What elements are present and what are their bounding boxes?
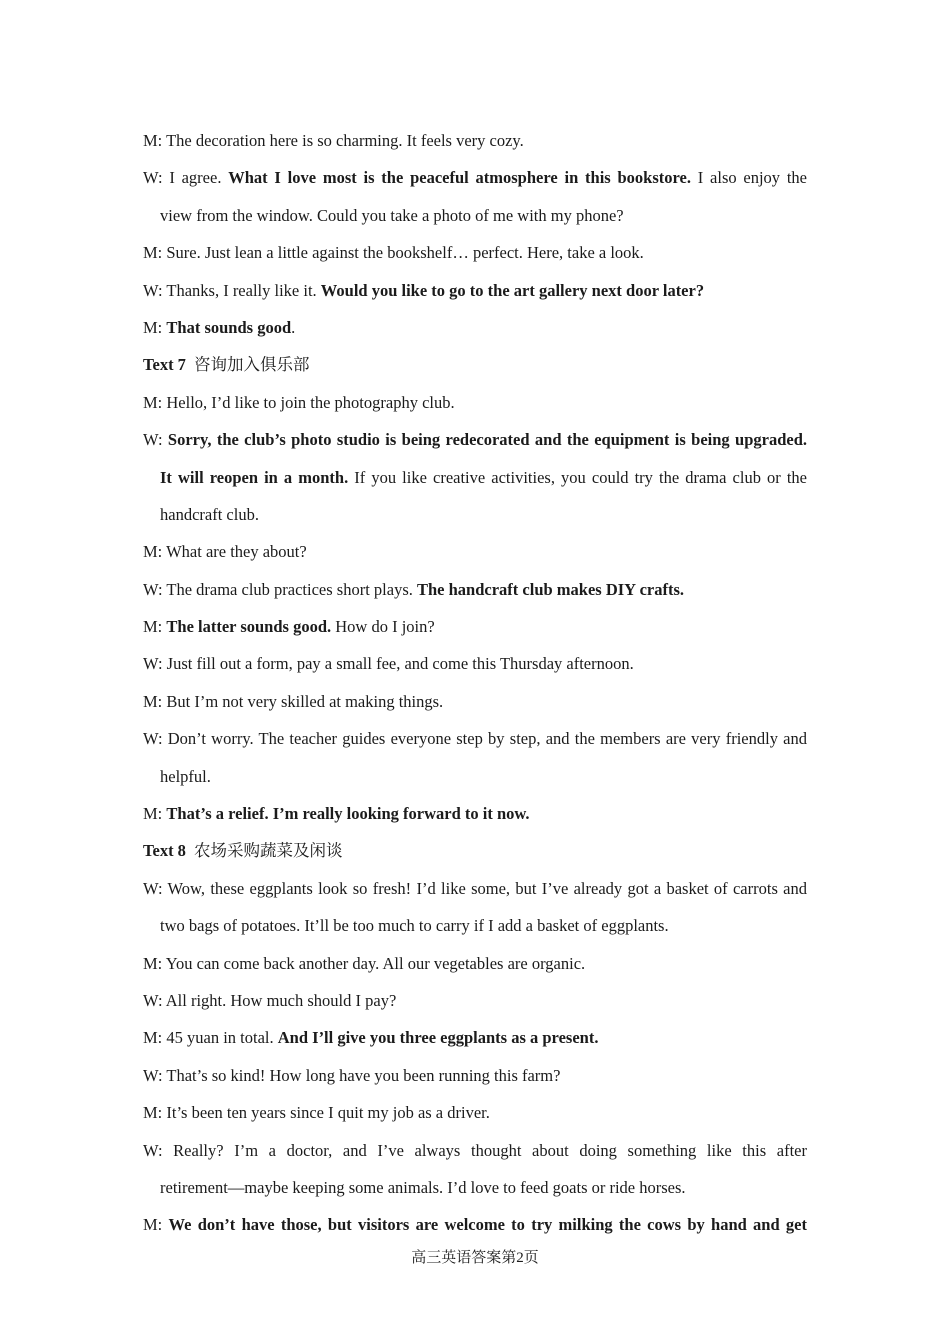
answer-highlight: What I love most is the peaceful atmosphere in this bookstore.: [228, 168, 691, 188]
answer-highlight: And I’ll give you three eggplants as a present.: [277, 1028, 599, 1048]
dialogue-text: M: What are they about?: [143, 542, 307, 562]
answer-highlight: The handcraft club makes DIY crafts.: [417, 579, 685, 599]
dialogue-line: [143, 1206, 807, 1243]
dialogue-text: M:: [143, 1215, 169, 1235]
dialogue-text: W: Just fill out a form, pay a small fee, and come this Thursday afternoon.: [143, 654, 634, 674]
section-title: 咨询加入俱乐部: [193, 355, 310, 375]
dialogue-line: [143, 907, 807, 944]
dialogue-text: M: Hello, I’d like to join the photography club.: [143, 392, 455, 412]
dialogue-text: M: The decoration here is so charming. It feels very cozy.: [143, 131, 524, 150]
answer-highlight: That sounds good: [166, 317, 292, 337]
dialogue-line: [143, 1057, 807, 1094]
dialogue-line: [143, 945, 807, 982]
dialogue-line: [143, 1132, 807, 1169]
dialogue-line: [143, 645, 807, 682]
dialogue-text: M: 45 yuan in total.: [143, 1028, 278, 1048]
answer-highlight: That’s a relief. I’m really looking forward to it now.: [166, 804, 530, 824]
dialogue-text: W: Don’t worry. The teacher guides everyone step by step, and the members are very friendly and: [143, 729, 807, 749]
dialogue-line: [143, 870, 807, 907]
dialogue-text: M: But I’m not very skilled at making things.: [143, 691, 444, 711]
dialogue-text: W: Wow, these eggplants look so fresh! I’d like some, but I’ve already got a basket of carrots and: [143, 878, 807, 898]
dialogue-line: [143, 272, 807, 309]
dialogue-text: view from the window. Could you take a photo of me with my phone?: [160, 205, 624, 225]
dialogue-text: W: That’s so kind! How long have you been running this farm?: [143, 1065, 561, 1085]
dialogue-line: [143, 982, 807, 1019]
dialogue-text: W: All right. How much should I pay?: [143, 990, 397, 1010]
dialogue-line: [143, 234, 807, 271]
dialogue-text: M:: [143, 317, 167, 337]
dialogue-line: [143, 758, 807, 795]
dialogue-line: [143, 384, 807, 421]
dialogue-text: M: You can come back another day. All our vegetables are organic.: [143, 953, 586, 973]
dialogue-text: I also enjoy the: [690, 168, 807, 188]
answer-highlight: The latter sounds good.: [166, 617, 332, 637]
dialogue-text: M:: [143, 804, 167, 824]
dialogue-text: M: Sure. Just lean a little against the bookshelf… perfect. Here, take a look.: [143, 243, 644, 263]
dialogue-line: [143, 720, 807, 757]
dialogue-text: W: Thanks, I really like it.: [143, 280, 321, 300]
dialogue-text: W:: [143, 430, 168, 450]
dialogue-line: [143, 122, 807, 159]
dialogue-line: [143, 421, 807, 458]
dialogue-text: helpful.: [160, 766, 211, 786]
section-heading: [143, 832, 807, 869]
dialogue-line: [143, 683, 807, 720]
section-label: Text 8: [143, 841, 186, 861]
dialogue-text: M:: [143, 617, 167, 637]
dialogue-text: W: The drama club practices short plays.: [143, 579, 417, 599]
dialogue-text: retirement—maybe keeping some animals. I’d love to feed goats or ride horses.: [160, 1177, 686, 1197]
dialogue-line: [143, 459, 807, 496]
dialogue-line: [143, 608, 807, 645]
answer-highlight: Sorry, the club’s photo studio is being redecorated and the equipment is being upgraded.: [167, 430, 808, 450]
dialogue-line: [143, 571, 807, 608]
dialogue-text: handcraft club.: [160, 504, 259, 524]
transcript-body: [143, 122, 807, 1244]
dialogue-line: [143, 1019, 807, 1056]
dialogue-text: M: It’s been ten years since I quit my job as a driver.: [143, 1103, 490, 1123]
section-heading: [143, 346, 807, 383]
dialogue-text: W: Really? I’m a doctor, and I’ve always thought about doing something like this after: [143, 1140, 807, 1160]
dialogue-line: [143, 309, 807, 346]
dialogue-line: [143, 197, 807, 234]
dialogue-text: two bags of potatoes. It’ll be too much to carry if I add a basket of eggplants.: [160, 916, 669, 936]
section-label: Text 7: [143, 355, 186, 375]
dialogue-text: W: I agree.: [143, 168, 229, 188]
section-title: 农场采购蔬菜及闲谈: [193, 841, 343, 861]
answer-highlight: Would you like to go to the art gallery next door later?: [320, 280, 705, 300]
dialogue-line: [143, 159, 807, 196]
dialogue-text: How do I join?: [331, 617, 435, 637]
dialogue-line: [143, 496, 807, 533]
dialogue-line: [143, 1094, 807, 1131]
dialogue-text: .: [291, 317, 296, 337]
page-footer: 高三英语答案第2页: [411, 1250, 539, 1266]
dialogue-line: [143, 795, 807, 832]
answer-highlight: It will reopen in a month.: [160, 467, 349, 487]
dialogue-line: [143, 533, 807, 570]
dialogue-line: [143, 1169, 807, 1206]
answer-highlight: We don’t have those, but visitors are welcome to try milking the cows by hand and get: [168, 1215, 807, 1235]
dialogue-text: If you like creative activities, you could try the drama club or the: [348, 467, 807, 487]
